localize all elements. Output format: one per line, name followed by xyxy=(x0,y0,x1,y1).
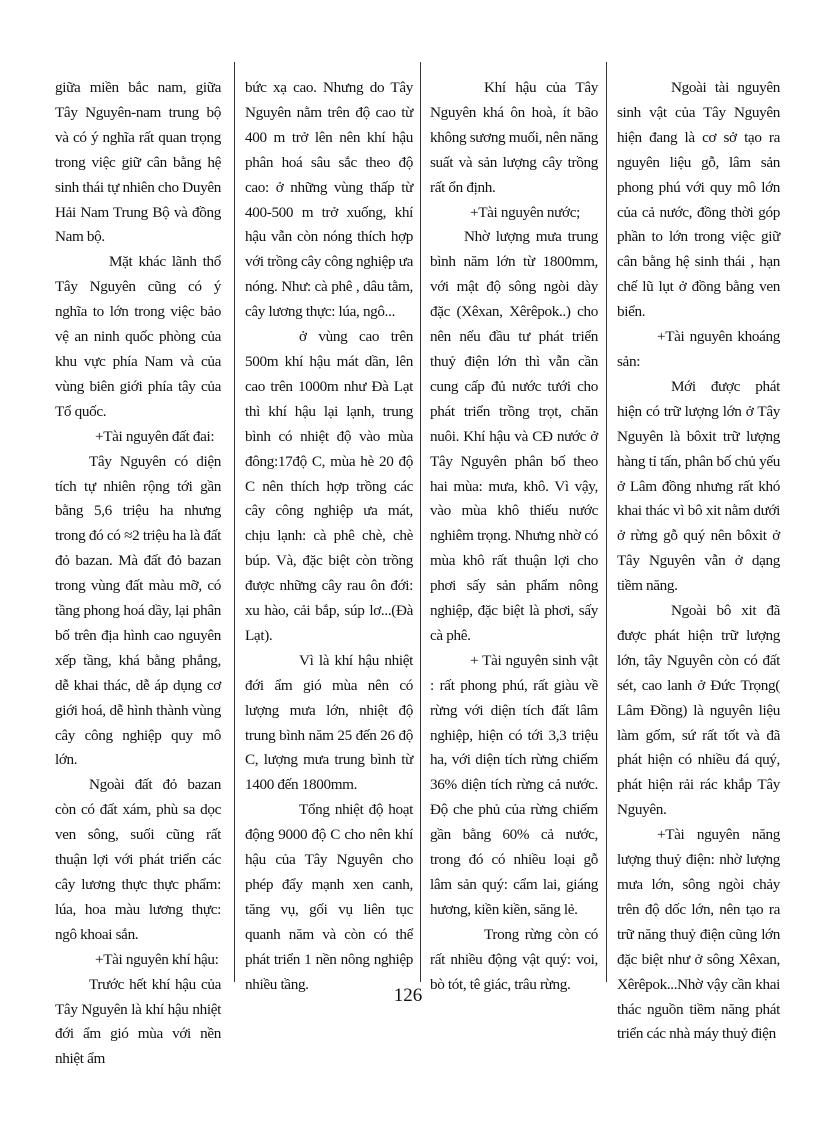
paragraph: ở vùng cao trên 500m khí hậu mát dần, lên cao trên 1000m như Đà Lạt thì khí hậu lại lạnh, trung bình có nhiệt độ vào mùa đông:17độ C, mùa hè 20 độ C nên thích hợp trồng các cây công nghiệp ưa mát, chịu lạnh: cà phê chè, chè búp. Và, đặc biệt còn trồng được những cây rau ôn đới: xu hào, cải bắp, súp lơ...(Đà Lạt). xyxy=(245,328,413,644)
column-divider-1 xyxy=(234,62,235,982)
paragraph: +Tài nguyên đất đai: xyxy=(95,427,215,445)
paragraph: Ngoài tài nguyên sinh vật của Tây Nguyên hiện đang là cơ sở tạo ra nguyên liệu gỗ, lâm sản phong phú với quy mô lớn của cả nước, đồng thời góp phần to lớn trong việc giữ cân bằng hệ sinh thái , hạn chế lũ lụt ở đồng bằng ven biển. xyxy=(617,79,780,321)
text-column-3 xyxy=(430,76,598,993)
paragraph: Trước hết khí hậu của Tây Nguyên là khí hậu nhiệt đới ẩm gió mùa với nền nhiệt ẩm xyxy=(55,975,221,1068)
paragraph: +Tài nguyên khoáng sản: xyxy=(617,328,780,370)
paragraph: giữa miền bắc nam, giữa Tây Nguyên-nam trung bộ và có ý nghĩa rất quan trọng trong việc giữ cân bằng hệ sinh thái tự nhiên cho Duyên Hải Nam Trung Bộ và đồng Nam bộ. xyxy=(55,79,221,246)
paragraph: +Tài nguyên khí hậu: xyxy=(95,950,219,968)
page-number: 126 xyxy=(393,985,423,1006)
paragraph: Nhờ lượng mưa trung bình năm lớn từ 1800mm, với mật độ sông ngòi dày đặc (Xêxan, Xêrêpok..) cho nên nếu đầu tư phát triển thuỷ điện lớn thì vẫn cần cung cấp đủ nước tưới cho phát triển trồng trọt, chăn nuôi. Khí hậu và CĐ nước ở Tây Nguyên phân bố theo hai mùa: mưa, khô. Vì vậy, vào mùa khô thiếu nước nghiêm trọng. Nhưng nhờ có mùa khô rất thuận lợi cho phơi sấy sản phẩm nông nghiệp, đặc biệt là phơi, sấy cà phê. xyxy=(430,228,598,644)
text-column-4 xyxy=(617,76,780,1043)
paragraph: Tây Nguyên có diện tích tự nhiên rộng tới gần bằng 5,6 triệu ha nhưng trong đó có ≈2 triệu ha là đất đỏ bazan. Mà đất đỏ bazan trong vùng đất màu mỡ, có tầng phong hoá dầy, lại phân bố trên địa hình cao nguyên xếp tầng, khá bằng phẳng, dễ khai thác, dễ áp dụng cơ giới hoá, dễ hình thành vùng cây công nghiệp quy mô lớn. xyxy=(55,452,221,769)
column-divider-2 xyxy=(420,62,421,982)
paragraph: Vì là khí hậu nhiệt đới ẩm gió mùa nên có lượng mưa lớn, nhiệt độ trung bình năm 25 đến 26 độ C, lượng mưa trung bình từ 1400 đến 1800mm. xyxy=(245,651,413,794)
text-column-2 xyxy=(245,76,413,993)
paragraph: Khí hậu của Tây Nguyên khá ôn hoà, ít bão không sương muối, nên năng suất và sản lượng cây trồng rất ổn định. xyxy=(430,79,598,196)
column-divider-3 xyxy=(606,62,607,982)
paragraph: +Tài nguyên nước; xyxy=(470,203,580,221)
paragraph: Mặt khác lãnh thổ Tây Nguyên cũng có ý nghĩa to lớn trong việc bảo vệ an ninh quốc phòng của khu vực phía Nam và của vùng biên giới phía tây của Tổ quốc. xyxy=(55,253,221,420)
paragraph: Ngoài bô xit đã được phát hiện trữ lượng lớn, tây Nguyên còn có đất sét, cao lanh ở Đức Trọng( Lâm Đồng) là nguyên liệu làm gốm, sứ rất tốt và đã phát hiện có nhiều đá quý, phát hiện rải rác khắp Tây Nguyên. xyxy=(617,602,780,819)
paragraph: + Tài nguyên sinh vật : rất phong phú, rất giàu về rừng với diện tích đất lâm nghiệp, hiện có tới 3,3 triệu ha, với diện tích rừng chiếm 36% diện tích rừng cả nước. Độ che phủ của rừng chiếm gần bằng 60% cả nước, trong đó có nhiều loại gỗ lâm sản quý: cẩm lai, giáng hương, kiền kiền, săng lẻ. xyxy=(430,651,598,918)
paragraph: Tổng nhiệt độ hoạt động 9000 độ C cho nên khí hậu của Tây Nguyên cho phép đẩy mạnh xen canh, tăng vụ, gối vụ liên tục quanh năm và còn có thể phát triển 1 nền nông nghiệp nhiều tầng. xyxy=(245,801,413,993)
paragraph: Ngoài đất đỏ bazan còn có đất xám, phù sa dọc ven sông, suối cũng rất thuận lợi với phát triển các cây lương thực thực phẩm: lúa, hoa màu lương thực: ngô khoai sắn. xyxy=(55,776,221,943)
paragraph: +Tài nguyên năng lượng thuỷ điện: nhờ lượng mưa lớn, sông ngòi chảy trên độ dốc lớn, nên tạo ra trữ năng thuỷ điện cũng lớn đặc biệt như ở sông Xêxan, Xêrêpok...Nhờ vậy cần khai thác nguồn tiềm năng phát triển các nhà máy thuỷ điện xyxy=(617,826,780,1043)
paragraph: bức xạ cao. Nhưng do Tây Nguyên nằm trên độ cao từ 400 m trở lên nên khí hậu phân hoá sâu sắc theo độ cao: ở những vùng thấp từ 400-500 m trở xuống, khí hậu vẫn còn nóng thích hợp với trồng cây công nghiệp ưa nóng. Như: cà phê , dâu tằm, cây lương thực: lúa, ngô... xyxy=(245,79,413,321)
text-column-1 xyxy=(55,76,221,1068)
paragraph: Trong rừng còn có rất nhiều động vật quý: voi, bò tót, tê giác, trâu rừng. xyxy=(430,925,598,993)
paragraph: Mới được phát hiện có trữ lượng lớn ở Tây Nguyên là bôxit trữ lượng hàng tỉ tấn, phân bố chủ yếu ở Lâm đồng nhưng rất khó khai thác vì bô xit nằm dưới ở rừng gỗ quý nên bôxit ở Tây Nguyên vẫn ở dạng tiềm năng. xyxy=(617,377,780,595)
